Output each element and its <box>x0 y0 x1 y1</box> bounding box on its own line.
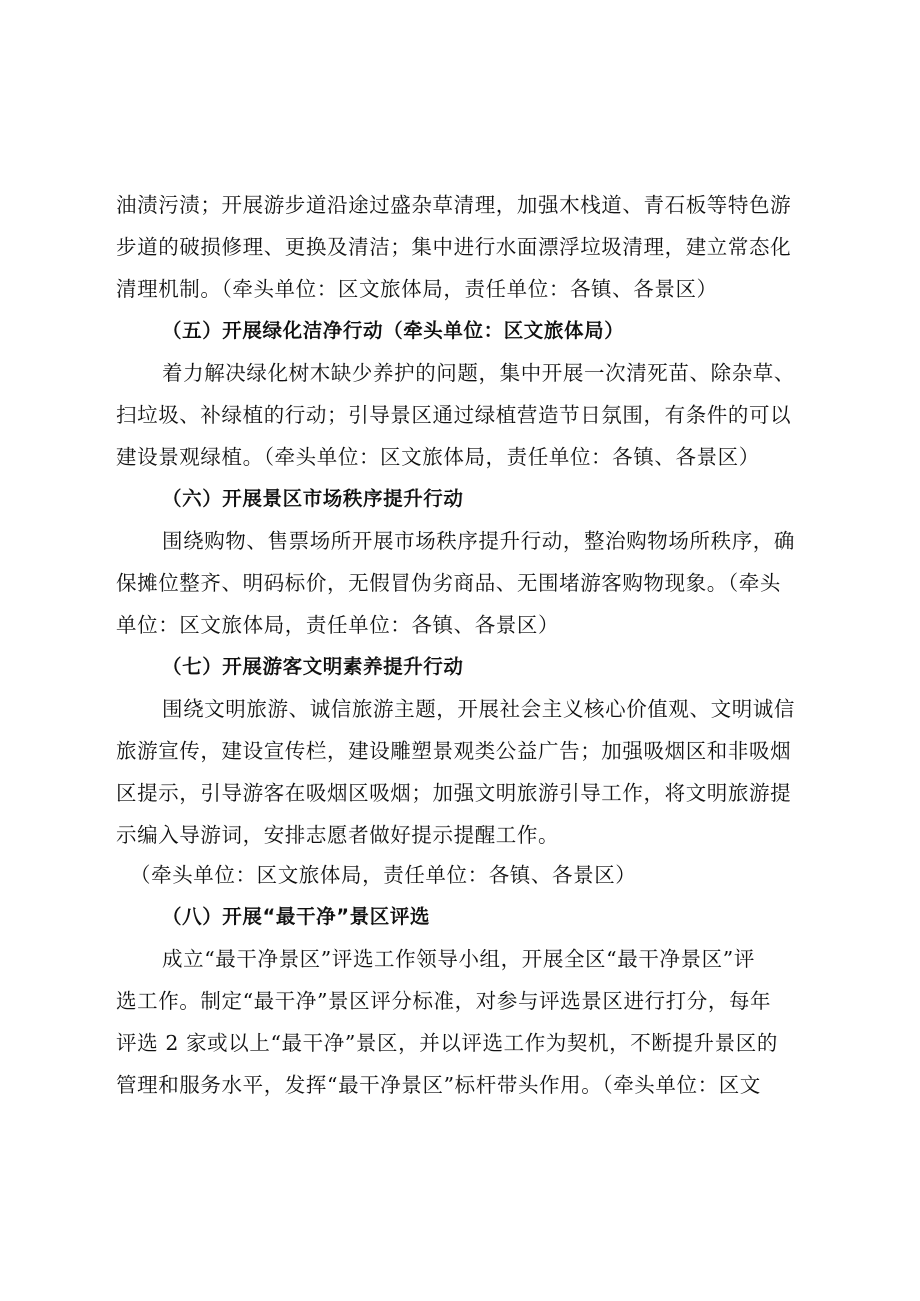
paragraph-line: 成立“最干净景区”评选工作领导小组，开展全区“最干净景区”评 <box>162 947 755 971</box>
paragraph-line: 单位：区文旅体局，责任单位：各镇、各景区） <box>116 613 560 637</box>
paragraph-line: 围绕文明旅游、诚信旅游主题，开展社会主义核心价值观、文明诚信 <box>162 697 795 721</box>
paragraph-line: 油渍污渍；开展游步道沿途过盛杂草清理，加强木栈道、青石板等特色游 <box>116 193 792 217</box>
paragraph-line: 示编入导游词，安排志愿者做好提示提醒工作。 <box>116 823 560 847</box>
section-heading-5: （五）开展绿化洁净行动（牵头单位：区文旅体局） <box>162 319 625 342</box>
section-heading-8: （八）开展“最干净”景区评选 <box>162 905 431 928</box>
paragraph-line: 管理和服务水平，发挥“最干净景区”标杆带头作用。（牵头单位：区文 <box>116 1073 761 1097</box>
paragraph-line: 选工作。制定“最干净”景区评分标准，对参与评选景区进行打分，每年 <box>116 989 772 1013</box>
paragraph-line: 清理机制。（牵头单位：区文旅体局，责任单位：各镇、各景区） <box>116 277 718 301</box>
section-heading-6: （六）开展景区市场秩序提升行动 <box>162 487 464 510</box>
paragraph-line: 步道的破损修理、更换及清洁；集中进行水面漂浮垃圾清理，建立常态化 <box>116 235 792 259</box>
paragraph-line: 旅游宣传，建设宣传栏，建设雕塑景观类公益广告；加强吸烟区和非吸烟 <box>116 739 792 763</box>
paragraph-line: 着力解决绿化树木缺少养护的问题，集中开展一次清死苗、除杂草、 <box>162 361 795 385</box>
paragraph-line: 区提示，引导游客在吸烟区吸烟；加强文明旅游引导工作，将文明旅游提 <box>116 781 792 805</box>
paragraph-line: 扫垃圾、补绿植的行动；引导景区通过绿植营造节日氛围，有条件的可以 <box>116 403 792 427</box>
paragraph-line: 保摊位整齐、明码标价，无假冒伪劣商品、无围堵游客购物现象。（牵头 <box>116 571 781 595</box>
section-heading-7: （七）开展游客文明素养提升行动 <box>162 655 464 678</box>
paragraph-line: 围绕购物、售票场所开展市场秩序提升行动，整治购物场所秩序，确 <box>162 529 795 553</box>
paragraph-line: 建设景观绿植。（牵头单位：区文旅体局，责任单位：各镇、各景区） <box>116 445 760 469</box>
paragraph-line: （牵头单位：区文旅体局，责任单位：各镇、各景区） <box>130 863 637 887</box>
paragraph-line: 评选 2 家或以上“最干净”景区，并以评选工作为契机，不断提升景区的 <box>116 1031 778 1055</box>
